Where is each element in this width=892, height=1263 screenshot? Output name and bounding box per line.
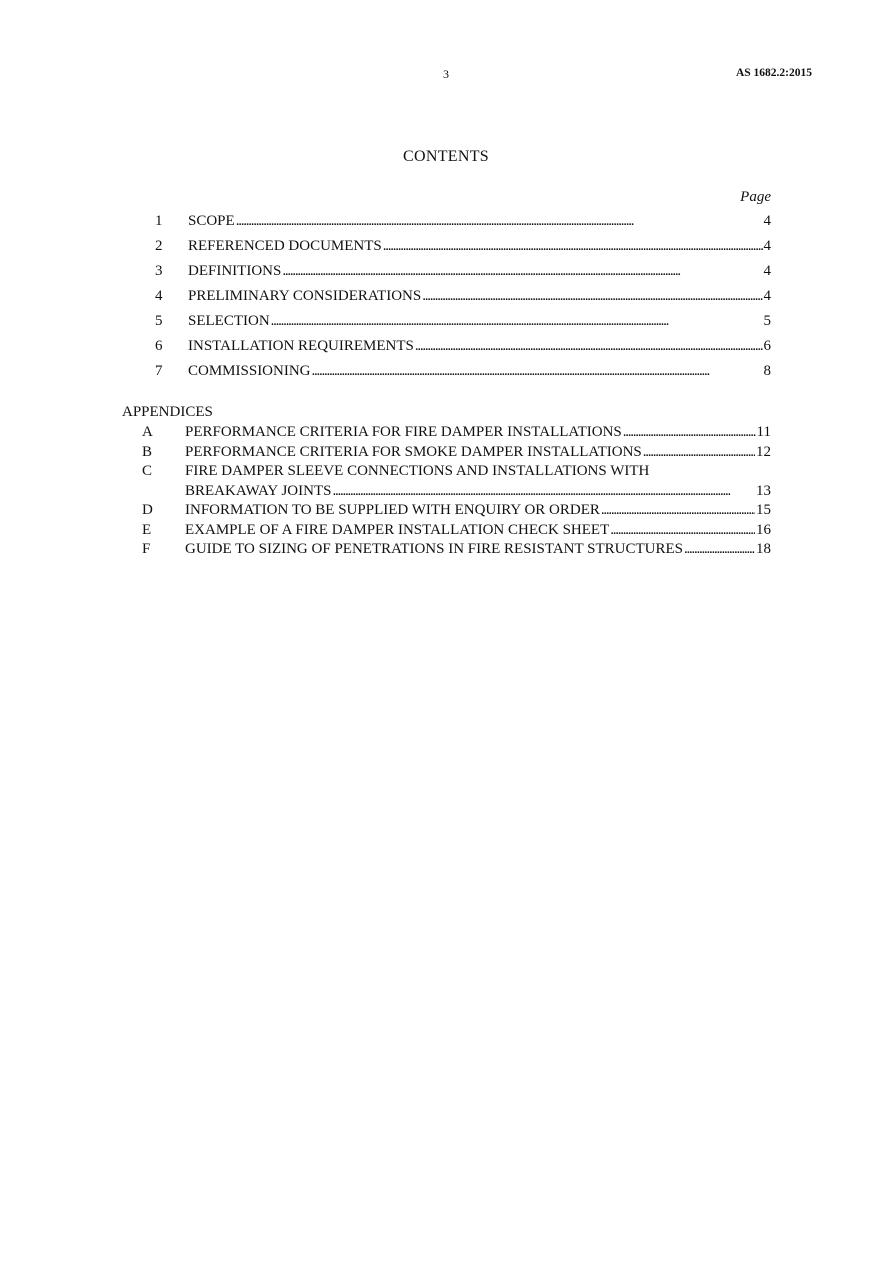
appendix-title: PERFORMANCE CRITERIA FOR FIRE DAMPER INSTALLATIONS — [185, 424, 622, 440]
appendix-letter: C — [142, 463, 153, 479]
appendix-entry-f[interactable] — [122, 541, 771, 561]
dot-leader — [271, 313, 763, 330]
dot-leader — [601, 502, 755, 519]
appendix-entry-b[interactable] — [122, 444, 771, 464]
appendix-entry-a[interactable] — [122, 424, 771, 444]
appendix-title: INFORMATION TO BE SUPPLIED WITH ENQUIRY OR ORDER — [185, 502, 600, 518]
table-of-contents — [146, 213, 771, 388]
toc-entry-page: 4 — [763, 213, 771, 229]
contents-title: CONTENTS — [403, 148, 489, 165]
toc-entry-number: 7 — [155, 363, 163, 379]
appendix-letter: E — [142, 521, 152, 538]
appendix-entry-d[interactable] — [122, 502, 771, 522]
dot-leader — [623, 424, 756, 441]
toc-entry-definitions[interactable] — [146, 263, 771, 288]
appendix-entry-c-continued[interactable] — [122, 483, 771, 503]
toc-entry-number: 2 — [155, 238, 163, 254]
toc-entry-number: 6 — [155, 338, 163, 354]
appendix-entry-c[interactable] — [122, 463, 771, 483]
toc-entry-title: INSTALLATION REQUIREMENTS — [188, 338, 414, 354]
dot-leader — [643, 444, 755, 461]
toc-entry-scope[interactable] — [146, 213, 771, 238]
toc-entry-number: 4 — [155, 288, 163, 304]
appendix-page: 12 — [756, 443, 771, 460]
appendix-page: 16 — [756, 521, 771, 538]
dot-leader — [383, 238, 763, 255]
toc-entry-preliminary-considerations[interactable] — [146, 288, 771, 313]
toc-entry-page: 4 — [763, 238, 771, 254]
appendix-title-line1: FIRE DAMPER SLEEVE CONNECTIONS AND INSTALLATIONS WITH — [185, 463, 650, 479]
dot-leader — [610, 522, 755, 539]
appendix-page: 13 — [756, 482, 771, 499]
toc-entry-page: 4 — [763, 288, 771, 304]
toc-entry-page: 5 — [763, 313, 771, 329]
toc-entry-title: PRELIMINARY CONSIDERATIONS — [188, 288, 422, 304]
toc-entry-number: 5 — [155, 313, 163, 329]
page-number: 3 — [443, 67, 449, 81]
toc-entry-title: SCOPE — [188, 213, 235, 229]
dot-leader — [332, 483, 755, 500]
dot-leader — [684, 541, 755, 558]
toc-entry-commissioning[interactable] — [146, 363, 771, 388]
appendices-list — [122, 424, 771, 561]
toc-entry-title: DEFINITIONS — [188, 263, 282, 279]
appendix-page: 18 — [756, 541, 771, 557]
appendix-title: BREAKAWAY JOINTS — [185, 482, 332, 499]
appendix-page: 15 — [756, 502, 771, 518]
appendix-entry-e[interactable] — [122, 522, 771, 542]
dot-leader — [282, 263, 762, 280]
dot-leader — [312, 363, 763, 380]
appendix-page: 11 — [756, 424, 771, 440]
dot-leader — [422, 288, 762, 305]
toc-entry-page: 6 — [763, 338, 771, 354]
toc-entry-page: 8 — [763, 363, 771, 379]
dot-leader — [415, 338, 763, 355]
toc-entry-selection[interactable] — [146, 313, 771, 338]
appendix-title: PERFORMANCE CRITERIA FOR SMOKE DAMPER INSTALLATIONS — [185, 443, 642, 460]
page-column-label: Page — [740, 189, 771, 205]
appendix-title: EXAMPLE OF A FIRE DAMPER INSTALLATION CHECK SHEET — [185, 521, 610, 538]
toc-entry-title: COMMISSIONING — [188, 363, 311, 379]
toc-entry-title: REFERENCED DOCUMENTS — [188, 238, 382, 254]
toc-entry-referenced-documents[interactable] — [146, 238, 771, 263]
toc-entry-page: 4 — [763, 263, 771, 279]
appendix-letter: B — [142, 443, 153, 460]
appendices-heading: APPENDICES — [122, 404, 213, 420]
dot-leader — [236, 213, 763, 230]
toc-entry-number: 1 — [155, 213, 163, 229]
toc-entry-title: SELECTION — [188, 313, 270, 329]
appendix-letter: D — [142, 502, 153, 518]
toc-entry-installation-requirements[interactable] — [146, 338, 771, 363]
appendix-letter: F — [142, 541, 151, 557]
appendix-title: GUIDE TO SIZING OF PENETRATIONS IN FIRE RESISTANT STRUCTURES — [185, 541, 683, 557]
document-code: AS 1682.2:2015 — [735, 67, 812, 79]
appendix-letter: A — [142, 424, 153, 440]
toc-entry-number: 3 — [155, 263, 163, 279]
